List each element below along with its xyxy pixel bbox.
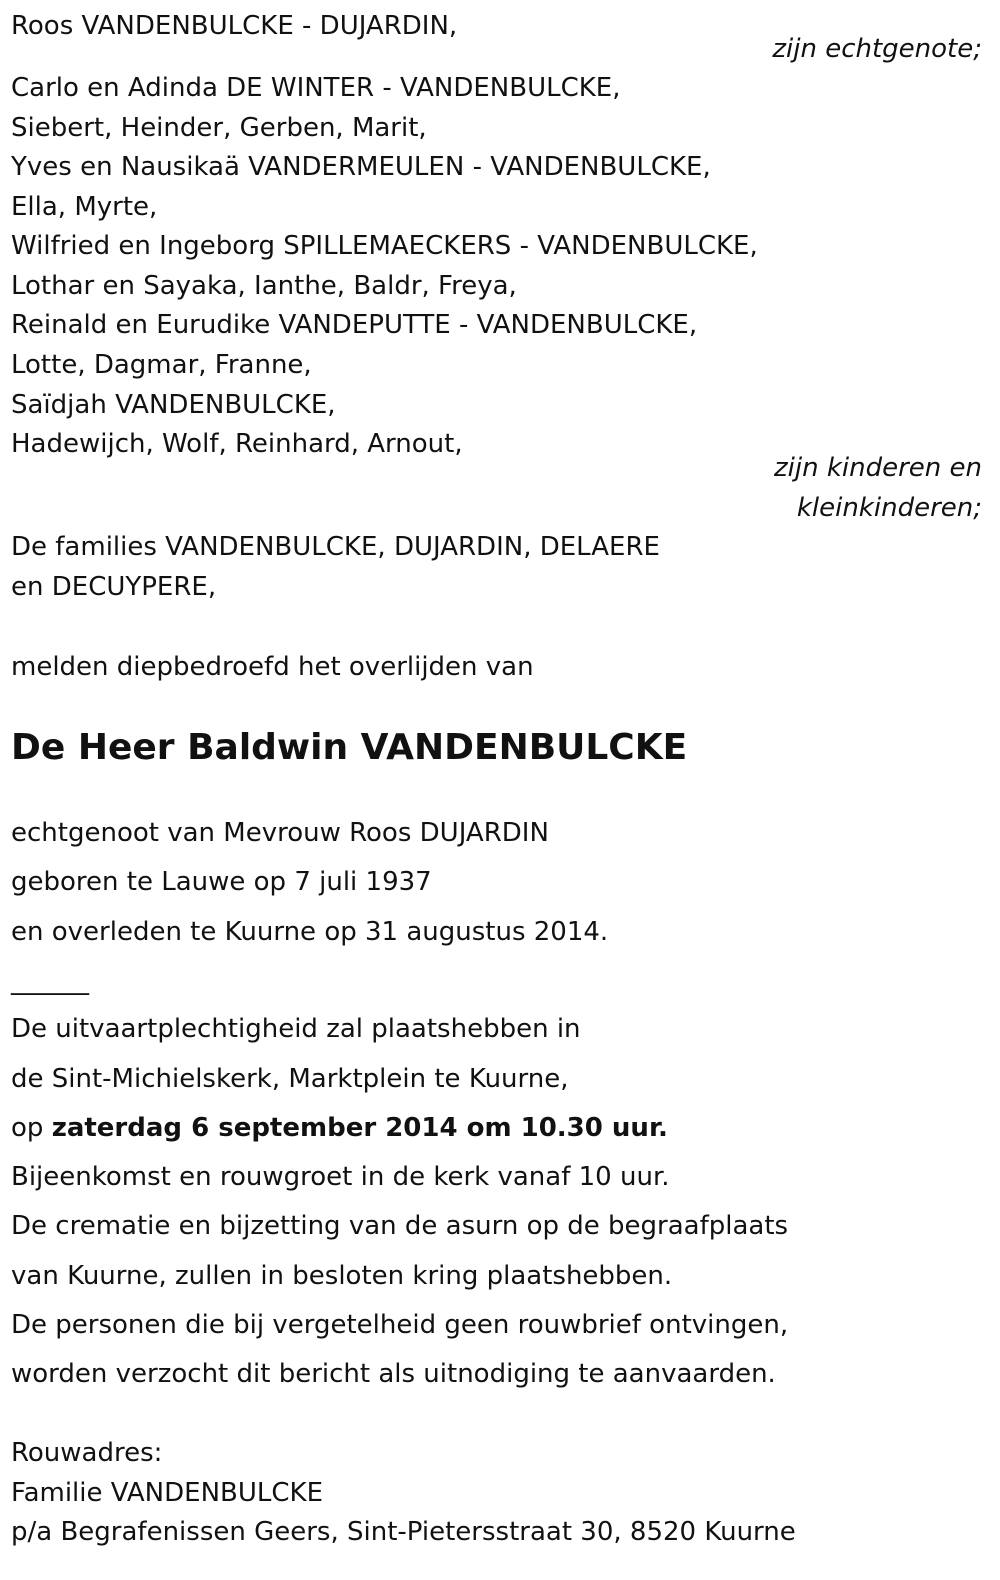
- children-line-1: Carlo en Adinda DE WINTER - VANDENBULCKE,: [11, 73, 621, 103]
- ceremony-date: zaterdag 6 september 2014 om 10.30 uur.: [51, 1113, 668, 1143]
- address-heading: Rouwadres:: [11, 1438, 163, 1468]
- children-line-8: Lotte, Dagmar, Franne,: [11, 350, 312, 380]
- ceremony-line-4: Bijeenkomst en rouwgroet in de kerk vanaf 10 uur.: [11, 1162, 670, 1192]
- detail-death: en overleden te Kuurne op 31 augustus 2014.: [11, 917, 609, 947]
- children-line-10: Hadewijch, Wolf, Reinhard, Arnout,: [11, 429, 463, 459]
- children-line-7: Reinald en Eurudike VANDEPUTTE - VANDENBULCKE,: [11, 310, 698, 340]
- spouse-name: Roos VANDENBULCKE - DUJARDIN,: [11, 11, 458, 41]
- children-line-2: Siebert, Heinder, Gerben, Marit,: [11, 113, 427, 143]
- detail-spouse: echtgenoot van Mevrouw Roos DUJARDIN: [11, 818, 549, 848]
- deceased-name: De Heer Baldwin VANDENBULCKE: [11, 727, 688, 768]
- children-line-4: Ella, Myrte,: [11, 192, 158, 222]
- ceremony-line-5: De crematie en bijzetting van de asurn op de begraafplaats: [11, 1211, 789, 1241]
- ceremony-date-prefix: op: [11, 1113, 52, 1143]
- address-family: Familie VANDENBULCKE: [11, 1478, 323, 1508]
- spouse-label: zijn echtgenote;: [772, 34, 982, 64]
- ceremony-line-1: De uitvaartplechtigheid zal plaatshebben in: [11, 1014, 581, 1044]
- children-label-line-1: zijn kinderen en: [774, 453, 982, 483]
- children-label-line-2: kleinkinderen;: [796, 493, 982, 523]
- ceremony-date-line: [11, 1113, 668, 1143]
- address-street: p/a Begrafenissen Geers, Sint-Pietersstraat 30, 8520 Kuurne: [11, 1517, 796, 1547]
- announcement: melden diepbedroefd het overlijden van: [11, 652, 534, 682]
- children-line-3: Yves en Nausikaä VANDERMEULEN - VANDENBULCKE,: [11, 152, 711, 182]
- families-line-2: en DECUYPERE,: [11, 572, 217, 602]
- children-line-6: Lothar en Sayaka, Ianthe, Baldr, Freya,: [11, 271, 517, 301]
- ceremony-line-2: de Sint-Michielskerk, Marktplein te Kuurne,: [11, 1064, 569, 1094]
- children-line-9: Saïdjah VANDENBULCKE,: [11, 390, 336, 420]
- ceremony-line-6: van Kuurne, zullen in besloten kring plaatshebben.: [11, 1261, 673, 1291]
- ceremony-line-8: worden verzocht dit bericht als uitnodiging te aanvaarden.: [11, 1359, 776, 1389]
- children-line-5: Wilfried en Ingeborg SPILLEMAECKERS - VANDENBULCKE,: [11, 231, 758, 261]
- separator: ______: [11, 966, 89, 996]
- detail-birth: geboren te Lauwe op 7 juli 1937: [11, 867, 432, 897]
- ceremony-line-7: De personen die bij vergetelheid geen rouwbrief ontvingen,: [11, 1310, 789, 1340]
- families-line-1: De families VANDENBULCKE, DUJARDIN, DELAERE: [11, 532, 660, 562]
